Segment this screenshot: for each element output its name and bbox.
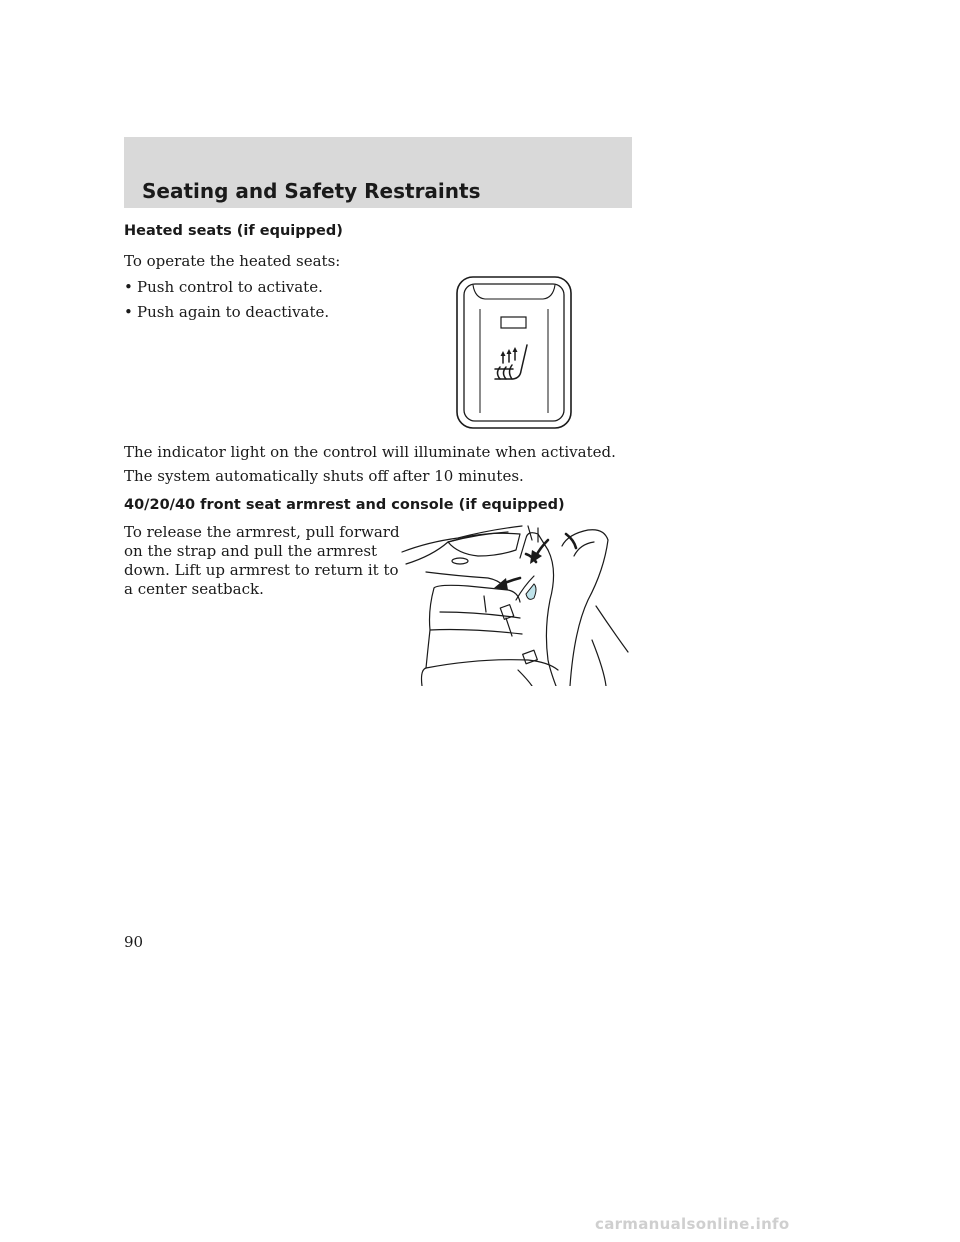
heated-seats-intro: To operate the heated seats:: [124, 252, 341, 270]
heated-seats-body-1: The indicator light on the control will illuminate when activated.: [124, 443, 616, 461]
bullet-item: [124, 277, 323, 297]
armrest-text-line: a center seatback.: [124, 580, 264, 598]
armrest-text-line: To release the armrest, pull forward: [124, 523, 400, 541]
heated-seats-heading: Heated seats (if equipped): [124, 223, 343, 239]
bullet-item: [124, 302, 329, 322]
bullet-text: Push again to deactivate.: [137, 303, 330, 321]
armrest-heading: 40/20/40 front seat armrest and console (if equipped): [124, 497, 565, 513]
page-number: 90: [124, 933, 144, 951]
bullet-text: Push control to activate.: [137, 278, 323, 296]
section-title: Seating and Safety Restraints: [142, 179, 481, 203]
watermark: carmanualsonline.info: [595, 1215, 790, 1233]
armrest-text-line: down. Lift up armrest to return it to: [124, 561, 399, 579]
heated-seats-body-2: The system automatically shuts off after 10 minutes.: [124, 467, 524, 485]
bullet-icon: •: [124, 303, 133, 321]
armrest-console-illustration: [398, 520, 634, 686]
section-header-bar: [124, 137, 632, 208]
bullet-icon: •: [124, 278, 133, 296]
heated-seat-control-illustration: [455, 275, 573, 430]
armrest-text-line: on the strap and pull the armrest: [124, 542, 378, 560]
